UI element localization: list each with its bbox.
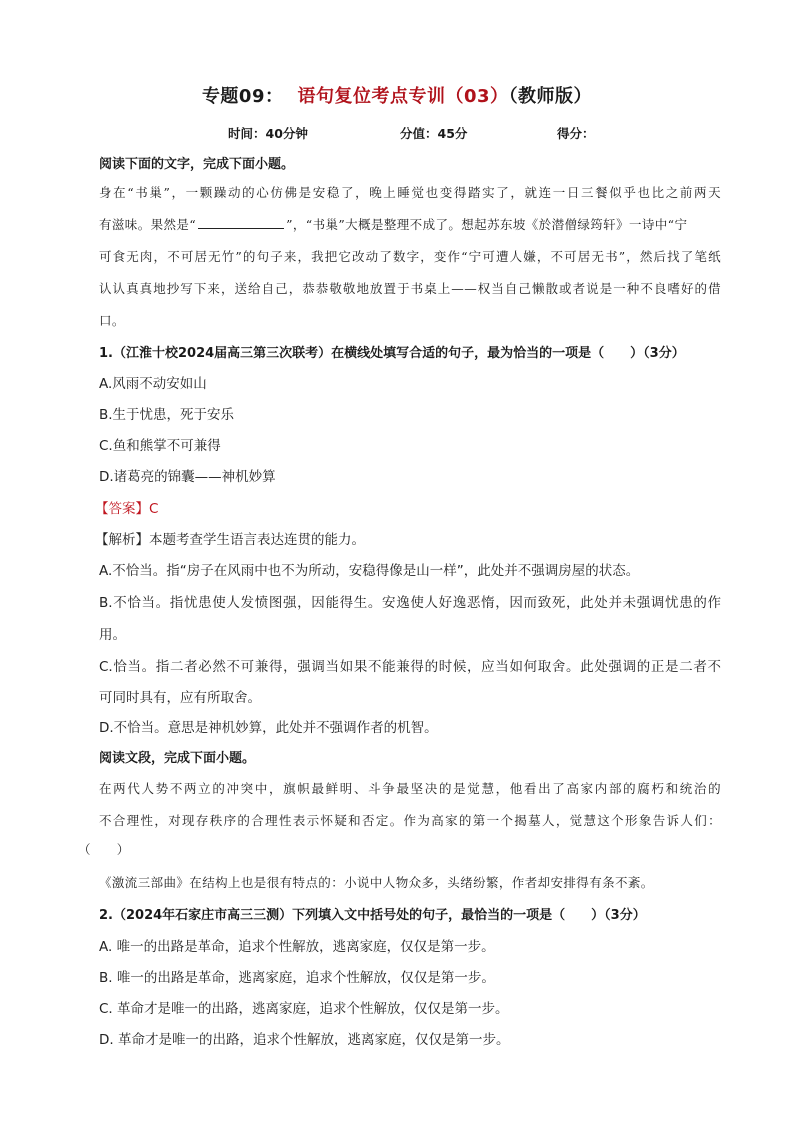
analysis-line-b-cont: 用。 bbox=[99, 627, 126, 643]
passage1-line-1: 身在“书巢”，一颗躁动的心仿佛是安稳了，晚上睡觉也变得踏实了，就连一日三餐似乎也比之前两天 bbox=[99, 185, 721, 200]
meta-got: 得分： bbox=[557, 126, 595, 141]
q1-option-d: D.诸葛亮的锦囊——神机妙算 bbox=[99, 469, 276, 485]
passage1-line-2-start: 有滋味。果然是“ bbox=[99, 217, 197, 232]
passage2-line-4: 《激流三部曲》在结构上也是很有特点的：小说中人物众多，头绪纷繁，作者却安排得有条不紊。 bbox=[99, 875, 654, 890]
q1-option-a: A.风雨不动安如山 bbox=[99, 376, 207, 392]
q2-option-d: D. 革命才是唯一的出路，追求个性解放，逃离家庭，仅仅是第一步。 bbox=[99, 1032, 510, 1048]
q1-answer bbox=[95, 497, 717, 517]
section1-heading: 阅读下面的文字，完成下面小题。 bbox=[99, 157, 295, 172]
passage1-line-4: 认认真真地抄写下来，送给自己，恭恭敬敬地放置于书桌上——权当自己懒散或者说是一种不良嗜好的借 bbox=[99, 281, 721, 296]
analysis-text: 本题考查学生语言表达连贯的能力。 bbox=[149, 532, 365, 548]
answer-tag: 【答案】 bbox=[95, 501, 149, 517]
page-title bbox=[0, 82, 794, 108]
title-suffix: （教师版） bbox=[508, 86, 593, 107]
passage1-line-2 bbox=[99, 215, 721, 233]
q1-option-c: C.鱼和熊掌不可兼得 bbox=[99, 438, 221, 454]
meta-time: 时间：40分钟 bbox=[228, 126, 308, 141]
analysis-line-d: D.不恰当。意思是神机妙算，此处并不强调作者的机智。 bbox=[99, 720, 438, 736]
passage2-line-2: 不合理性，对现存秩序的合理性表示怀疑和否定。作为高家的第一个揭墓人，觉慧这个形象告诉人们： bbox=[99, 813, 721, 828]
q2-option-b: B. 唯一的出路是革命，逃离家庭，追求个性解放，仅仅是第一步。 bbox=[99, 970, 495, 986]
fill-blank bbox=[198, 216, 284, 229]
analysis-tag: 【解析】 bbox=[95, 532, 149, 548]
passage1-line-5: 口。 bbox=[99, 313, 125, 328]
passage2-line-1: 在两代人势不两立的冲突中，旗帜最鲜明、斗争最坚决的是觉慧，他看出了高家内部的腐朽和统治的 bbox=[99, 781, 721, 796]
question-1: 1.（江淮十校2024届高三第三次联考）在横线处填写合适的句子，最为恰当的一项是（ ）（3分） bbox=[99, 346, 685, 361]
answer-value: C bbox=[149, 501, 159, 517]
title-prefix: 专题09： bbox=[201, 86, 284, 107]
q2-option-a: A. 唯一的出路是革命，追求个性解放，逃离家庭，仅仅是第一步。 bbox=[99, 939, 495, 955]
q2-option-c: C. 革命才是唯一的出路，逃离家庭，追求个性解放，仅仅是第一步。 bbox=[99, 1001, 509, 1017]
passage2-line-3: （ ） bbox=[78, 842, 130, 857]
meta-score: 分值：45分 bbox=[400, 126, 468, 141]
analysis-line-c: C.恰当。指二者必然不可兼得，强调当如果不能兼得的时候，应当如何取舍。此处强调的正是二者不 bbox=[99, 659, 721, 675]
title-main: 语句复位考点专训（03） bbox=[297, 86, 509, 107]
passage1-line-3: 可食无肉，不可居无竹”的句子来，我把它改动了数字，变作“宁可遭人嫌，不可居无书”，然后找了笔纸 bbox=[99, 249, 721, 264]
q1-analysis bbox=[95, 528, 717, 548]
analysis-line-a: A.不恰当。指“房子在风雨中也不为所动，安稳得像是山一样”，此处并不强调房屋的状态。 bbox=[99, 563, 640, 579]
question-2: 2.（2024年石家庄市高三三测）下列填入文中括号处的句子，最恰当的一项是（ ）（3分） bbox=[99, 908, 646, 923]
passage1-line-2-end: ”，“书巢”大概是整理不成了。想起苏东坡《於潜僧绿筠轩》一诗中“宁 bbox=[286, 217, 688, 232]
analysis-line-b: B.不恰当。指忧患使人发愤图强，因能得生。安逸使人好逸恶惰，因而致死，此处并未强调忧患的作 bbox=[99, 595, 721, 611]
q1-option-b: B.生于忧患，死于安乐 bbox=[99, 407, 235, 423]
section2-heading: 阅读文段，完成下面小题。 bbox=[99, 751, 256, 766]
analysis-line-c-cont: 可同时具有，应有所取舍。 bbox=[99, 690, 261, 706]
